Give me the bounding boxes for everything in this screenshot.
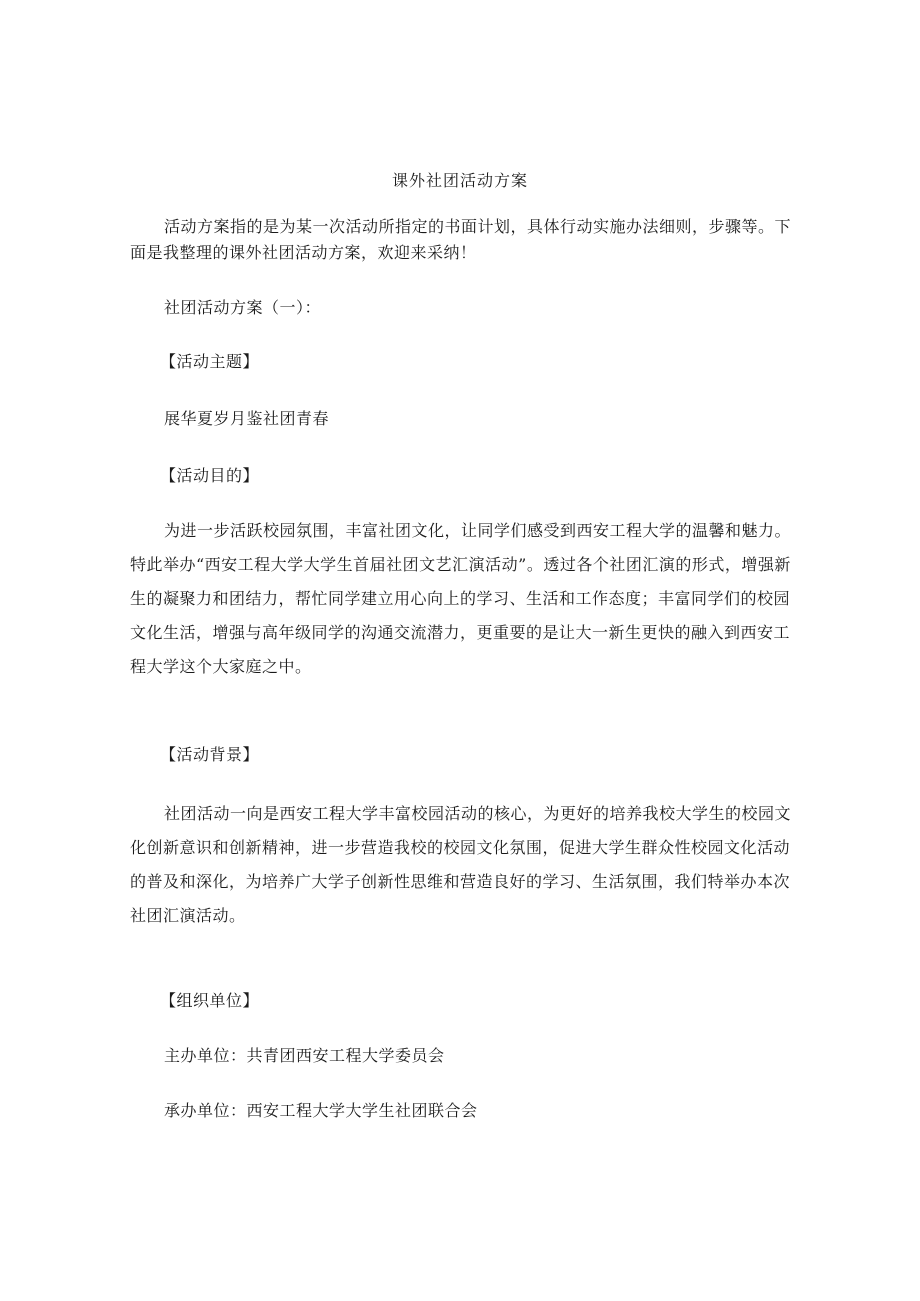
intro-paragraph: 活动方案指的是为某一次活动所指定的书面计划，具体行动实施办法细则，步骤等。下面是我整理的课外社团活动方案，欢迎来采纳！ bbox=[130, 217, 792, 262]
host-unit-text: 主办单位：共青团西安工程大学委员会 bbox=[164, 1046, 445, 1065]
document-title: 课外社团活动方案 bbox=[391, 171, 528, 190]
section-heading-background: 【活动背景】 bbox=[160, 745, 260, 764]
section-heading-purpose: 【活动目的】 bbox=[160, 466, 260, 485]
section-heading-organization: 【组织单位】 bbox=[160, 991, 260, 1010]
theme-text: 展华夏岁月鉴社团青春 bbox=[164, 409, 330, 428]
plan-heading: 社团活动方案（一）： bbox=[164, 298, 322, 317]
background-paragraph: 社团活动一向是西安工程大学丰富校园活动的核心，为更好的培养我校大学生的校园文化创新意识和创新精神，进一步营造我校的校园文化氛围，促进大学生群众性校园文化活动的普及和深化，为培养广大学子创新性思维和营造良好的学习、生活氛围，我们特举办本次社团汇演活动。 bbox=[130, 804, 792, 925]
organizer-unit-text: 承办单位：西安工程大学大学生社团联合会 bbox=[164, 1101, 478, 1120]
purpose-paragraph: 为进一步活跃校园氛围，丰富社团文化，让同学们感受到西安工程大学的温馨和魅力。特此举办“西安工程大学大学生首届社团文艺汇演活动”。透过各个社团汇演的形式，增强新生的凝聚力和团结力，帮忙同学建立用心向上的学习、生活和工作态度；丰富同学们的校园文化生活，增强与高年级同学的沟通交流潜力，更重要的是让大一新生更快的融入到西安工程大学这个大家庭之中。 bbox=[130, 521, 792, 676]
section-heading-theme: 【活动主题】 bbox=[160, 352, 260, 371]
